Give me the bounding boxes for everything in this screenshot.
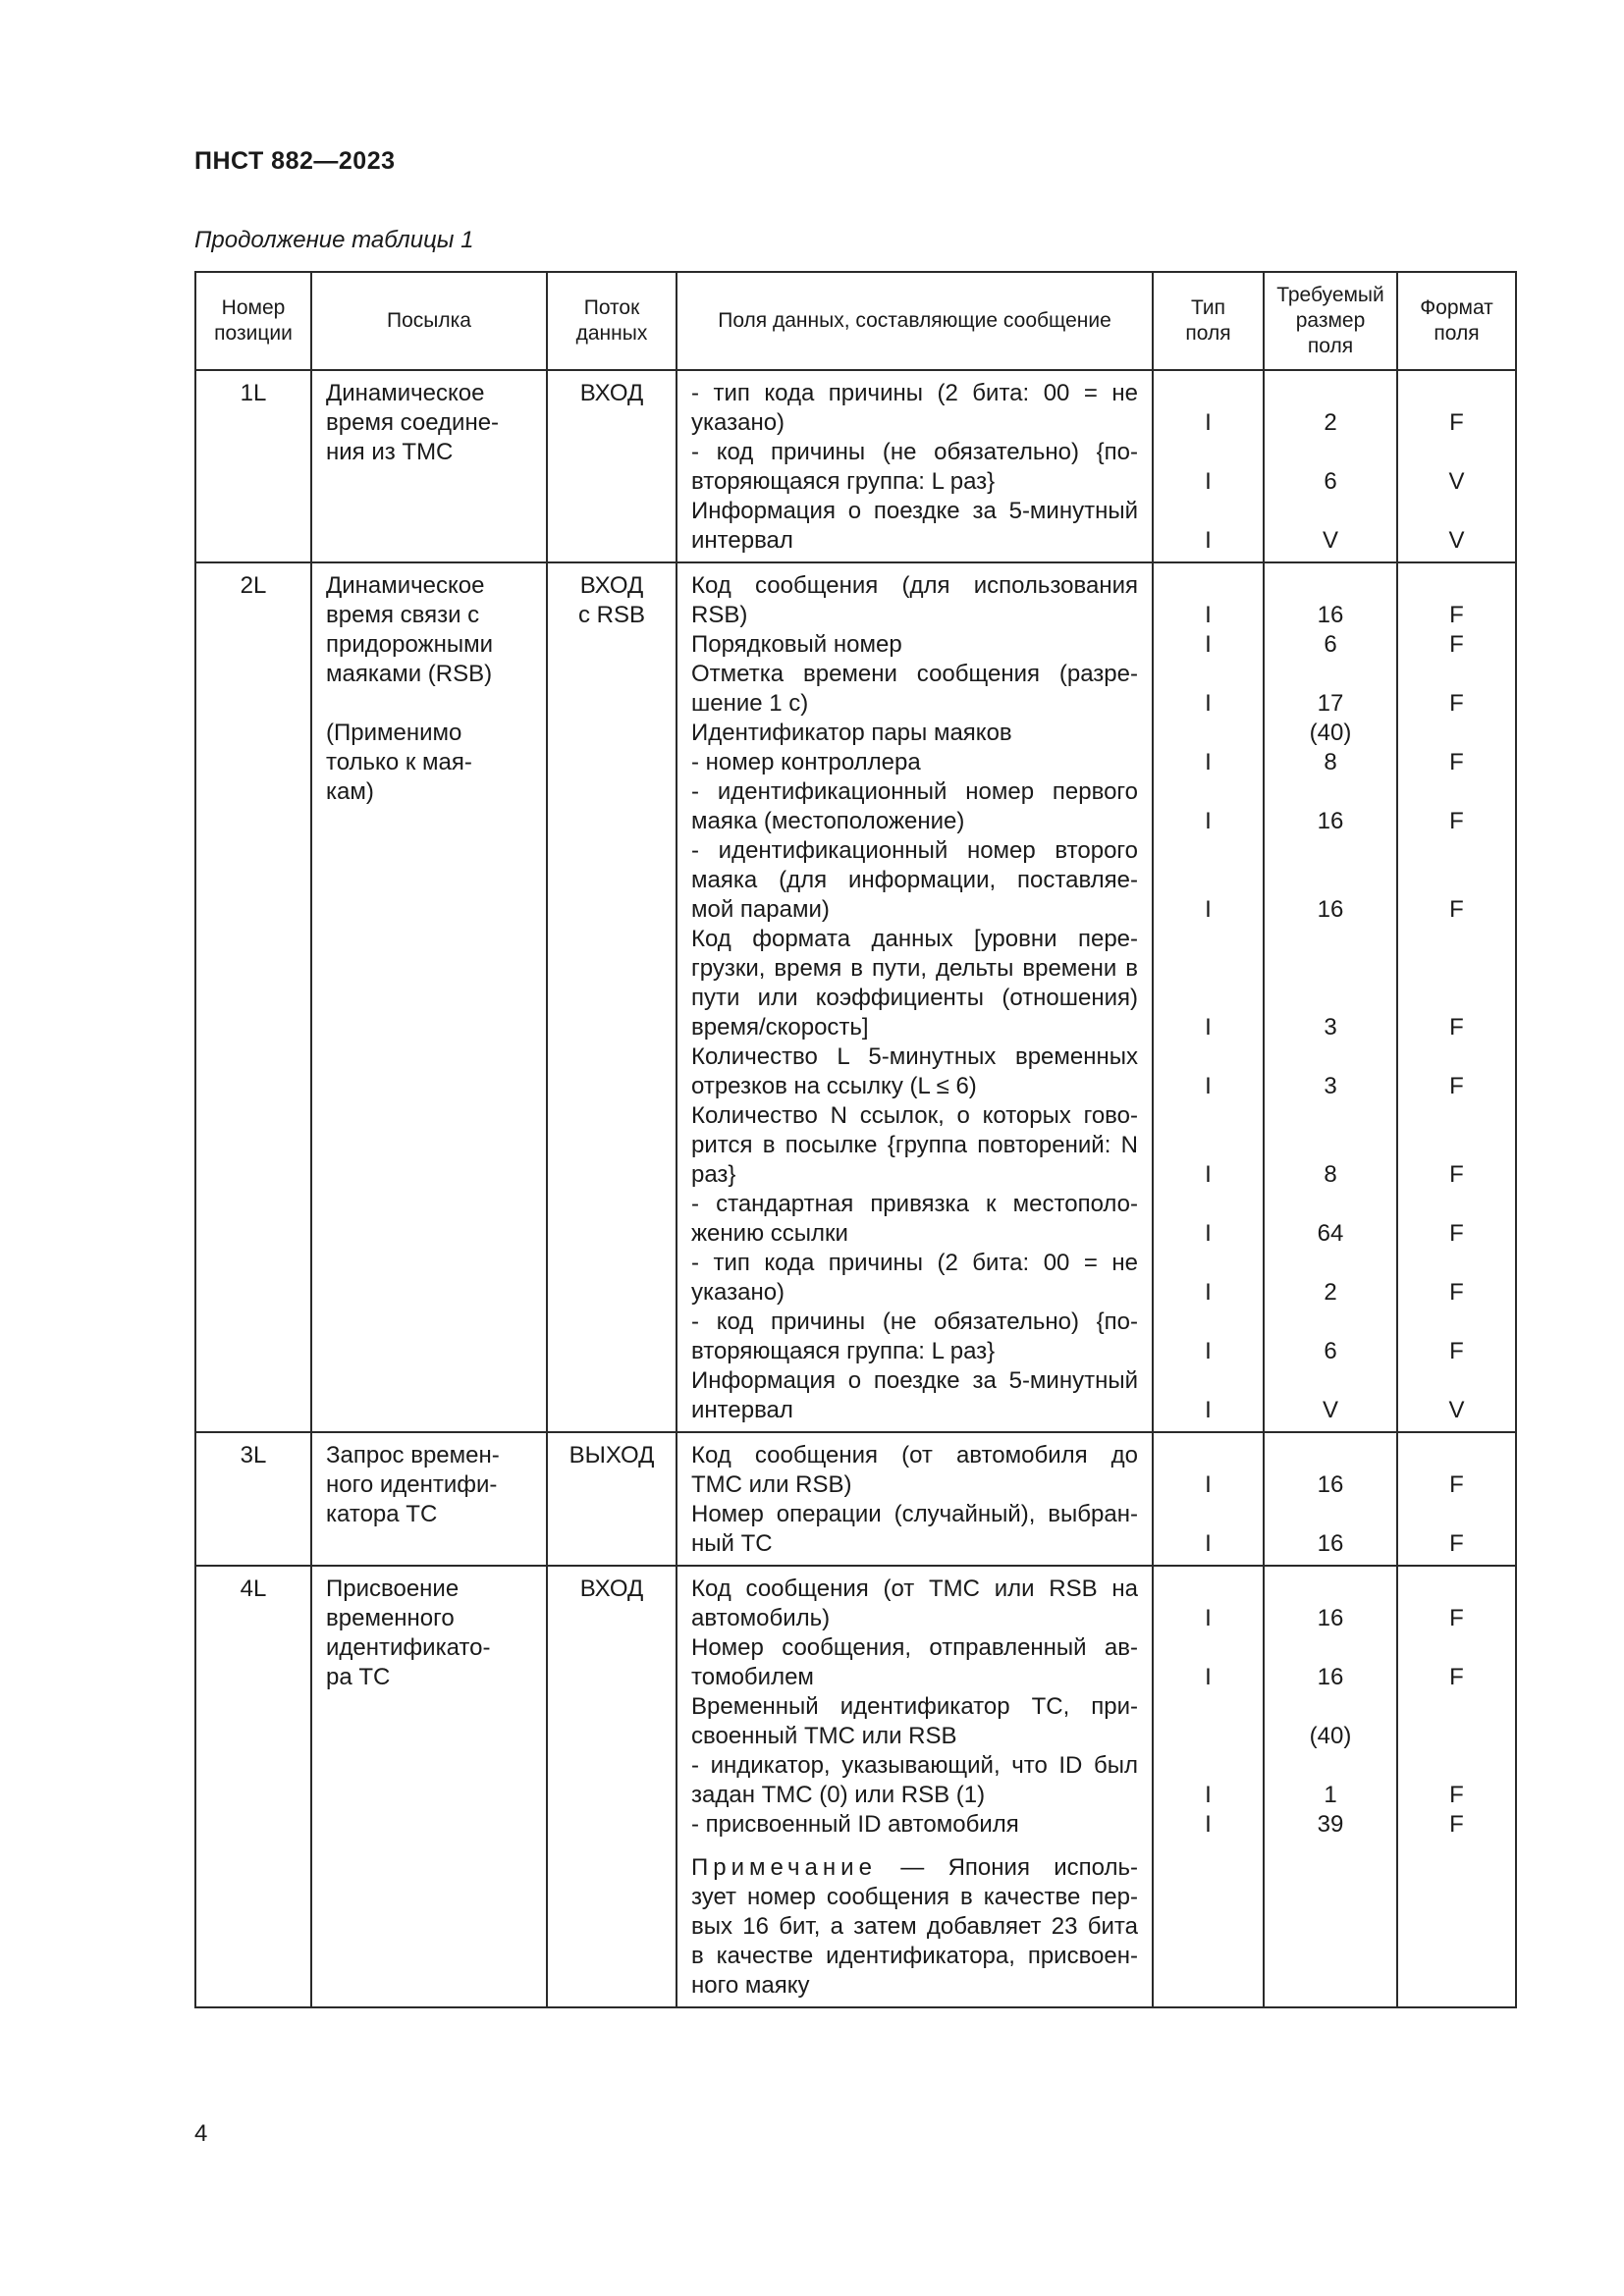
field-line: интервал [691, 1397, 793, 1423]
table-body [195, 370, 1516, 2007]
parcel-cell [311, 1432, 547, 1566]
field-line: RSB) [691, 602, 748, 628]
field-line: указано) [691, 1279, 785, 1306]
format-cell-value: F [1449, 1279, 1464, 1306]
type-cell-value [1167, 1441, 1249, 1470]
format-cell-value [1412, 571, 1501, 601]
type-cell-value: I [1205, 749, 1212, 775]
format-cell-value: V [1448, 468, 1465, 495]
type-cell-value [1167, 660, 1249, 689]
flow-cell [547, 370, 677, 562]
header-row [195, 272, 1516, 370]
note-line: ного маяку [691, 1972, 810, 1999]
type-cell-value: I [1205, 1782, 1212, 1808]
fields-cell [677, 1432, 1153, 1566]
field-line: маяка (для информации, поставляе- [691, 867, 1138, 893]
position-cell [195, 1432, 311, 1566]
type-cell-value: I [1205, 409, 1212, 436]
size-cell-value [1278, 1751, 1382, 1781]
format-cell-value [1412, 1441, 1501, 1470]
size-cell-value [1278, 954, 1382, 984]
type-cell-value [1167, 1633, 1249, 1663]
flow-line: ВХОД [579, 1575, 644, 1602]
type-cell-value [1167, 719, 1249, 748]
fields-cell [677, 1566, 1153, 2007]
type-cell-value [1167, 1042, 1249, 1072]
field-line: - присвоенный ID автомобиля [691, 1811, 1019, 1838]
type-cell-value: I [1205, 896, 1212, 923]
type-cell-value [1167, 1190, 1249, 1219]
position-cell [195, 370, 311, 562]
size-cell-value [1278, 1575, 1382, 1604]
size-cell-value [1278, 1692, 1382, 1722]
type-cell-value [1167, 571, 1249, 601]
type-cell-value [1167, 1366, 1249, 1396]
field-line: томобилем [691, 1664, 814, 1690]
field-line: Количество N ссылок, о которых гово- [691, 1102, 1138, 1129]
parcel-name-line: Динамическое [326, 572, 485, 599]
size-cell-value [1278, 1441, 1382, 1470]
type-cell-value [1167, 1249, 1249, 1278]
size-cell-value [1278, 1308, 1382, 1337]
type-cell-value [1167, 777, 1249, 807]
type-cell-value: I [1205, 1530, 1212, 1557]
field-line: жению ссылки [691, 1220, 848, 1247]
field-line: грузки, время в пути, дельты времени в [691, 955, 1138, 982]
format-cell-value: F [1449, 1161, 1464, 1188]
parcel-name-line: кам) [326, 778, 374, 805]
header-text: Тип [1190, 296, 1225, 319]
field-line: своенный ТМС или RSB [691, 1723, 957, 1749]
parcel-name-line: время связи с [326, 602, 480, 628]
col-header-size [1264, 272, 1397, 370]
header-text: данных [575, 322, 648, 345]
size-cell-value [1278, 1042, 1382, 1072]
size-cell-value [1278, 571, 1382, 601]
size-cell-value [1278, 438, 1382, 467]
size-cell-value [1278, 379, 1382, 408]
size-cell-value [1278, 497, 1382, 526]
size-cell-value [1278, 1101, 1382, 1131]
format-cell-value [1412, 1308, 1501, 1337]
field-line: задан ТМС (0) или RSB (1) [691, 1782, 986, 1808]
size-cell-value [1278, 866, 1382, 895]
type-cell-value [1167, 1131, 1249, 1160]
type-cell-value [1167, 497, 1249, 526]
format-cell-value [1412, 954, 1501, 984]
size-cell-value [1278, 925, 1382, 954]
format-cell-value: F [1449, 1530, 1464, 1557]
size-cell-value [1278, 1190, 1382, 1219]
format-cell-value [1412, 1042, 1501, 1072]
format-cell-value [1412, 1500, 1501, 1529]
type-cell-value [1167, 438, 1249, 467]
format-cell-value [1412, 1249, 1501, 1278]
field-line: Идентификатор пары маяков [691, 720, 1012, 746]
note-label: Примечание [691, 1854, 877, 1881]
position-number: 1L [240, 380, 267, 406]
parcel-name-line: маяками (RSB) [326, 661, 493, 687]
type-cell-value [1167, 954, 1249, 984]
note-line: зует номер сообщения в качестве пер- [691, 1884, 1138, 1910]
header-text: Формат [1420, 296, 1493, 319]
format-cell-value: F [1449, 690, 1464, 717]
format-cell-value: F [1449, 409, 1464, 436]
header-text: поля [1307, 335, 1354, 357]
size-cell-value [1278, 1131, 1382, 1160]
col-header-type [1153, 272, 1264, 370]
type-cell-value: I [1205, 1605, 1212, 1631]
format-cell-value: F [1449, 1782, 1464, 1808]
format-cell-value [1412, 836, 1501, 866]
field-line: время/скорость] [691, 1014, 869, 1041]
field-line: - код причины (не обязательно) {по- [691, 439, 1138, 465]
field-line: Временный идентификатор ТС, при- [691, 1693, 1138, 1720]
flow-line: ВЫХОД [568, 1442, 655, 1468]
field-line: автомобиль) [691, 1605, 831, 1631]
format-cell-value: F [1449, 602, 1464, 628]
type-cell-value [1167, 379, 1249, 408]
position-cell [195, 1566, 311, 2007]
size-cell-value: 6 [1324, 1338, 1337, 1364]
parcel-name-line: Запрос времен- [326, 1442, 500, 1468]
parcel-name-line: катора ТС [326, 1501, 438, 1527]
format-cell-value [1412, 1190, 1501, 1219]
format-cell-value [1412, 1633, 1501, 1663]
format-cell-value: F [1449, 1014, 1464, 1041]
size-cell-value: (40) [1309, 720, 1352, 746]
type-cell-value [1167, 1751, 1249, 1781]
field-line: - индикатор, указывающий, что ID был [691, 1752, 1138, 1779]
size-cell [1264, 370, 1397, 562]
parcel-name-line: Динамическое [326, 380, 485, 406]
format-cell-value [1412, 1101, 1501, 1131]
format-cell-value: F [1449, 808, 1464, 834]
note-line [691, 1853, 1138, 1883]
size-cell-value: 17 [1317, 690, 1344, 717]
table-note [691, 1853, 1138, 2001]
format-cell-value [1412, 660, 1501, 689]
col-header-flow [547, 272, 677, 370]
header-text: Номер [221, 296, 286, 319]
format-cell-value [1412, 777, 1501, 807]
format-cell-value [1412, 1751, 1501, 1781]
field-line: отрезков на ссылку (L ≤ 6) [691, 1073, 977, 1099]
field-line: Порядковый номер [691, 631, 902, 658]
size-cell-value: 8 [1324, 1161, 1337, 1188]
format-cell-value [1412, 1722, 1501, 1751]
type-cell-value [1167, 1575, 1249, 1604]
format-cell [1397, 1566, 1516, 2007]
type-cell-value [1167, 836, 1249, 866]
field-line: Код сообщения (для использования [691, 572, 1138, 599]
header-text: поля [1434, 322, 1480, 345]
type-cell [1153, 370, 1264, 562]
parcel-name-line: придорожными [326, 631, 493, 658]
size-cell-value: (40) [1309, 1723, 1352, 1749]
field-line: пути или коэффициенты (отношения) [691, 985, 1138, 1011]
format-cell-value [1412, 719, 1501, 748]
col-header-fields [677, 272, 1153, 370]
field-line: - идентификационный номер первого [691, 778, 1138, 805]
col-header-parcel [311, 272, 547, 370]
type-cell-value [1167, 984, 1249, 1013]
format-cell-value [1412, 1366, 1501, 1396]
size-cell-value: 2 [1324, 1279, 1337, 1306]
type-cell-value [1167, 1722, 1249, 1751]
field-line: - идентификационный номер второго [691, 837, 1138, 864]
format-cell-value: F [1449, 1605, 1464, 1631]
type-cell-value: I [1205, 1073, 1212, 1099]
type-cell-value: I [1205, 631, 1212, 658]
format-cell [1397, 1432, 1516, 1566]
format-cell-value [1412, 866, 1501, 895]
type-cell-value [1167, 1500, 1249, 1529]
header-text: Требуемый [1276, 284, 1384, 306]
size-cell-value: V [1322, 527, 1338, 554]
field-line: Код сообщения (от автомобиля до [691, 1442, 1138, 1468]
format-cell-value: F [1449, 631, 1464, 658]
parcel-cell [311, 562, 547, 1432]
format-cell [1397, 562, 1516, 1432]
flow-cell [547, 1566, 677, 2007]
format-cell-value: F [1449, 1664, 1464, 1690]
type-cell-value: I [1205, 1811, 1212, 1838]
field-line: Номер сообщения, отправленный ав- [691, 1634, 1138, 1661]
table-row [195, 562, 1516, 1432]
parcel-name-line: ного идентифи- [326, 1471, 498, 1498]
size-cell-value [1278, 660, 1382, 689]
note-text: — Япония исполь- [876, 1854, 1138, 1881]
size-cell-value [1278, 1633, 1382, 1663]
table-caption: Продолжение таблицы 1 [194, 227, 474, 253]
field-line: - тип кода причины (2 бита: 00 = не [691, 1250, 1138, 1276]
format-cell-value: F [1449, 1220, 1464, 1247]
format-cell-value: F [1449, 1811, 1464, 1838]
position-cell [195, 562, 311, 1432]
parcel-cell [311, 370, 547, 562]
field-line: Отметка времени сообщения (разре- [691, 661, 1138, 687]
size-cell-value: 3 [1324, 1073, 1337, 1099]
type-cell [1153, 1432, 1264, 1566]
page-number: 4 [194, 2120, 208, 2147]
position-number: 2L [240, 572, 267, 599]
size-cell-value: 39 [1317, 1811, 1344, 1838]
field-line: маяка (местоположение) [691, 808, 965, 834]
document-title: ПНСТ 882—2023 [194, 147, 396, 175]
header-text: Посылка [387, 309, 471, 332]
format-cell-value: V [1448, 1397, 1465, 1423]
size-cell-value: 16 [1317, 1605, 1344, 1631]
note-spacer [691, 1840, 1138, 1853]
position-number: 3L [240, 1442, 267, 1468]
format-cell-value: F [1449, 1073, 1464, 1099]
note-line: в качестве идентификатора, присвоен- [691, 1943, 1138, 1969]
size-cell-value: V [1322, 1397, 1338, 1423]
size-cell [1264, 1432, 1397, 1566]
table-row [195, 370, 1516, 562]
field-line: вторяющаяся группа: L раз} [691, 468, 996, 495]
type-cell [1153, 562, 1264, 1432]
field-line: вторяющаяся группа: L раз} [691, 1338, 996, 1364]
size-cell-value: 64 [1317, 1220, 1344, 1247]
field-line: интервал [691, 527, 793, 554]
type-cell-value [1167, 866, 1249, 895]
size-cell-value: 6 [1324, 631, 1337, 658]
parcel-cell [311, 1566, 547, 2007]
size-cell-value [1278, 836, 1382, 866]
size-cell-value [1278, 1500, 1382, 1529]
field-line: ТМС или RSB) [691, 1471, 852, 1498]
note-line: вых 16 бит, а затем добавляет 23 бита [691, 1913, 1138, 1940]
parcel-name-line: ния из ТМС [326, 439, 454, 465]
size-cell-value: 1 [1324, 1782, 1337, 1808]
field-line: - код причины (не обязательно) {по- [691, 1308, 1138, 1335]
format-cell-value [1412, 438, 1501, 467]
data-table [194, 271, 1517, 2008]
field-line: мой парами) [691, 896, 830, 923]
type-cell-value: I [1205, 690, 1212, 717]
format-cell-value [1412, 497, 1501, 526]
size-cell [1264, 1566, 1397, 2007]
flow-cell [547, 562, 677, 1432]
size-cell-value: 8 [1324, 749, 1337, 775]
field-line: Код формата данных [уровни пере- [691, 926, 1138, 952]
header-text: поля [1185, 322, 1231, 345]
type-cell-value [1167, 1101, 1249, 1131]
format-cell-value [1412, 379, 1501, 408]
header-text: размер [1295, 309, 1366, 332]
size-cell-value [1278, 777, 1382, 807]
size-cell-value [1278, 1249, 1382, 1278]
format-cell-value: F [1449, 896, 1464, 923]
header-text: позиции [214, 322, 293, 345]
parcel-name-line: Присвоение [326, 1575, 460, 1602]
size-cell-value: 16 [1317, 896, 1344, 923]
format-cell-value: V [1448, 527, 1465, 554]
flow-line: с RSB [577, 602, 645, 628]
size-cell-value: 16 [1317, 1530, 1344, 1557]
size-cell [1264, 562, 1397, 1432]
type-cell-value: I [1205, 1338, 1212, 1364]
type-cell-value: I [1205, 602, 1212, 628]
flow-cell [547, 1432, 677, 1566]
type-cell-value: I [1205, 1014, 1212, 1041]
type-cell-value: I [1205, 1161, 1212, 1188]
parcel-name-line: время соедине- [326, 409, 500, 436]
size-cell-value: 6 [1324, 468, 1337, 495]
field-line: - стандартная привязка к местополо- [691, 1191, 1138, 1217]
size-cell-value [1278, 984, 1382, 1013]
fields-cell [677, 370, 1153, 562]
size-cell-value: 16 [1317, 1471, 1344, 1498]
type-cell-value: I [1205, 808, 1212, 834]
flow-line: ВХОД [579, 380, 644, 406]
format-cell-value [1412, 925, 1501, 954]
parcel-name-line: ра ТС [326, 1664, 391, 1690]
header-text: Поток [583, 296, 640, 319]
type-cell-value: I [1205, 1664, 1212, 1690]
parcel-name-line: временного [326, 1605, 455, 1631]
type-cell-value [1167, 1308, 1249, 1337]
type-cell-value: I [1205, 1397, 1212, 1423]
parcel-name-line: только к мая- [326, 749, 472, 775]
type-cell-value: I [1205, 1220, 1212, 1247]
field-line: Информация о поездке за 5-минутный [691, 498, 1138, 524]
format-cell-value [1412, 984, 1501, 1013]
flow-line: ВХОД [579, 572, 644, 599]
format-cell-value: F [1449, 1338, 1464, 1364]
field-line: Информация о поездке за 5-минутный [691, 1367, 1138, 1394]
field-line: ный ТС [691, 1530, 773, 1557]
size-cell-value: 16 [1317, 1664, 1344, 1690]
format-cell-value [1412, 1131, 1501, 1160]
field-line: шение 1 с) [691, 690, 809, 717]
fields-cell [677, 562, 1153, 1432]
type-cell [1153, 1566, 1264, 2007]
field-line: - тип кода причины (2 бита: 00 = не [691, 380, 1138, 406]
field-line: Количество L 5-минутных временных [691, 1043, 1138, 1070]
col-header-format [1397, 272, 1516, 370]
parcel-name-line: идентификато- [326, 1634, 491, 1661]
field-line: Номер операции (случайный), выбран- [691, 1501, 1138, 1527]
header-text: Поля данных, составляющие сообщение [718, 309, 1111, 332]
size-cell-value: 2 [1324, 409, 1337, 436]
type-cell-value: I [1205, 1471, 1212, 1498]
field-line: указано) [691, 409, 785, 436]
format-cell-value: F [1449, 1471, 1464, 1498]
field-line: Код сообщения (от ТМС или RSB на [691, 1575, 1138, 1602]
parcel-name-line: (Применимо [326, 720, 462, 746]
size-cell-value: 16 [1317, 808, 1344, 834]
type-cell-value: I [1205, 1279, 1212, 1306]
size-cell-value: 16 [1317, 602, 1344, 628]
size-cell-value [1278, 1366, 1382, 1396]
format-cell-value [1412, 1692, 1501, 1722]
field-line: рится в посылке {группа повторений: N [691, 1132, 1138, 1158]
format-cell-value [1412, 1575, 1501, 1604]
size-cell-value: 3 [1324, 1014, 1337, 1041]
field-line: раз} [691, 1161, 736, 1188]
position-number: 4L [240, 1575, 267, 1602]
type-cell-value [1167, 1692, 1249, 1722]
field-line: - номер контроллера [691, 749, 921, 775]
table-row [195, 1432, 1516, 1566]
type-cell-value: I [1205, 527, 1212, 554]
parcel-name-line [326, 689, 532, 719]
type-cell-value: I [1205, 468, 1212, 495]
table-row [195, 1566, 1516, 2007]
type-cell-value [1167, 925, 1249, 954]
format-cell-value: F [1449, 749, 1464, 775]
col-header-position [195, 272, 311, 370]
format-cell [1397, 370, 1516, 562]
